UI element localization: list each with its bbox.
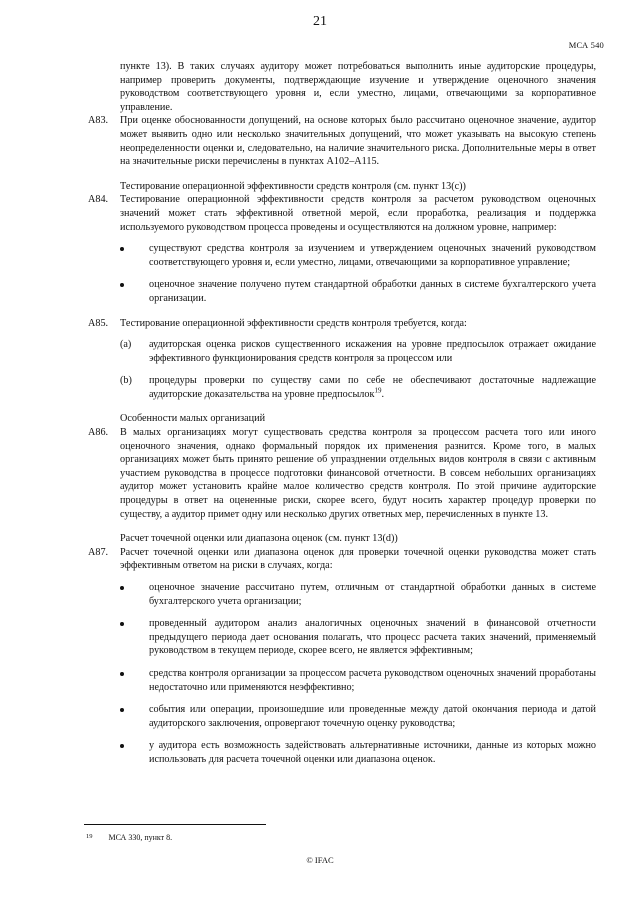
footnote (86, 833, 172, 842)
bullet-icon (120, 586, 124, 590)
list-item-label: (а) (120, 339, 132, 351)
paragraph-number: A85. (88, 317, 109, 329)
paragraph-a83 (88, 114, 596, 168)
paragraph-a86 (88, 426, 596, 521)
paragraph-text: Расчет точечной оценки или диапазона оценок для проверки точечной оценки руководства может стать эффективным ответом на риски в случаях, когда: (120, 546, 596, 572)
section-heading-controls-testing: Тестирование операционной эффективности средств контроля (см. пункт 13(с)) (120, 180, 466, 192)
page-number: 21 (313, 14, 327, 29)
paragraph-number: A87. (88, 546, 109, 558)
standard-reference: МСА 540 (568, 40, 604, 50)
paragraph-a84 (88, 193, 596, 305)
bullet-icon (120, 283, 124, 287)
paragraph-number: A83. (88, 115, 109, 127)
list-item: оценочное значение рассчитано путем, отличным от стандартной обработки данных в системе бухгалтерского учета организации; (120, 581, 596, 608)
list-item: существуют средства контроля за изучением и утверждением оценочных значений руководством соответствующего уровня и, если уместно, лицами, отвечающими за корпоративное управление; (120, 242, 596, 269)
continuation-paragraph: пункте 13). В таких случаях аудитору может потребоваться выполнить иные аудиторские процедуры, например проверить документы, подтверждающие изучение и утверждение оценочного значения руководством соответствующего уровня и, если уместно, лицами, отвечающими за корпоративное управление. (120, 61, 596, 113)
list-item: средства контроля организации за процессом расчета руководством оценочных значений проработаны недостаточно или применяются неэффективно; (120, 667, 596, 694)
bullet-list (120, 581, 596, 767)
bullet-icon (120, 622, 124, 626)
footnote-number: 19 (86, 833, 93, 840)
list-item: (а) аудиторская оценка рисков существенного искажения на уровне предпосылок отражает ожидание эффективного функционирования средств контроля за процессом или (120, 339, 596, 364)
footnote-divider (84, 824, 266, 825)
paragraph-number: A86. (88, 427, 109, 439)
paragraph-text: Тестирование операционной эффективности средств контроля за расчетом руководством оценочных значений может стать эффективной ответной мерой, если проработка, реализация и поддержка используемого руководством процесса проведены и осуществляются на должном уровне, например: (120, 194, 596, 233)
paragraph-text: В малых организациях могут существовать средства контроля за процессом расчета того или иного оценочного значения, однако формальный порядок их применения разнится. Кроме того, в малых организациях может быть принято решение об упразднении отдельных видов контроля в связи с активным участием руководства в процессе подготовки финансовой отчетности. В совсем небольших организациях аудитор может установить крайне малое количество средств контроля. По этой причине аудиторские процедуры в ответ на оцененные риски, скорее всего, будут носить характер процедур проверки по существу, а аудитор примет одну или несколько других ответных мер, перечисленных в пункте 13. (120, 427, 596, 520)
paragraph-text: Тестирование операционной эффективности средств контроля требуется, когда: (120, 317, 467, 329)
section-heading-small-entities: Особенности малых организаций (120, 413, 266, 425)
footnote-text: МСА 330, пункт 8. (108, 833, 173, 842)
bullet-icon (120, 247, 124, 251)
lettered-list (120, 338, 596, 401)
bullet-icon (120, 672, 124, 676)
list-item: проведенный аудитором анализ аналогичных оценочных значений в финансовой отчетности предыдущего периода дает основания полагать, что процесс расчета таких значений, применяемый руководством в текущем периоде, скорее всего, не является эффективным; (120, 617, 596, 658)
list-item: события или операции, произошедшие или проведенные между датой окончания периода и датой аудиторского заключения, опровергают точечную оценку руководства; (120, 703, 596, 730)
list-item: у аудитора есть возможность задействовать альтернативные источники, данные из которых можно использовать для расчета точечной оценки или диапазона оценок. (120, 739, 596, 766)
paragraph-text: При оценке обоснованности допущений, на основе которых было рассчитано оценочное значение, аудитор может выявить одно или несколько значительных допущений, что может указывать на высокую степень неопределенности оценки и, следовательно, на наличие значительного риска. Дополнительные меры в ответ на значительные риски перечислены в пунктах A102–A115. (120, 115, 596, 168)
list-item: оценочное значение получено путем стандартной обработки данных в системе бухгалтерского учета организации. (120, 278, 596, 305)
page-content (88, 60, 596, 778)
footnote-reference[interactable]: 19 (374, 386, 382, 395)
paragraph-a87 (88, 546, 596, 767)
bullet-icon (120, 744, 124, 748)
list-item-label: (b) (120, 375, 132, 387)
section-heading-point-estimate: Расчет точечной оценки или диапазона оценок (см. пункт 13(d)) (120, 533, 398, 545)
paragraph-a85 (88, 317, 596, 402)
bullet-list (120, 242, 596, 305)
paragraph-number: A84. (88, 194, 109, 206)
list-item: (b) процедуры проверки по существу сами по себе не обеспечивают достаточные надлежащие аудиторские доказательства на уровне предпосылок$^{19}$. (120, 375, 596, 400)
bullet-icon (120, 708, 124, 712)
copyright-footer: © IFAC (306, 855, 334, 865)
